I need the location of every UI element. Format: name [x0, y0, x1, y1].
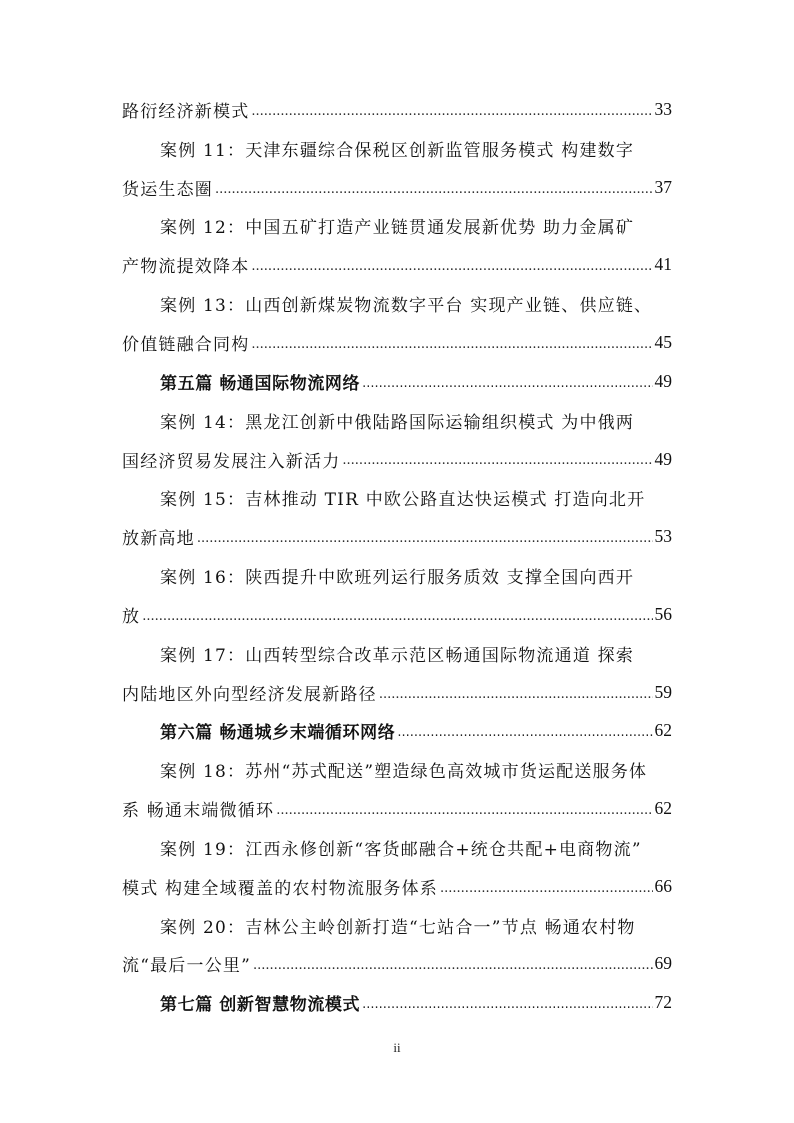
- toc-page-number: 72: [654, 992, 672, 1013]
- toc-page-number: 41: [654, 254, 672, 275]
- toc-entry-continuation-line: [122, 673, 672, 712]
- toc-entry-text: 内陆地区外向型经济发展新路径: [122, 684, 377, 705]
- toc-entry-continuation-line: [122, 323, 672, 362]
- toc-entry-continuation-line: [122, 245, 672, 284]
- toc-entry-text: 案例 13：山西创新煤炭物流数字平台 实现产业链、供应链、: [160, 296, 653, 317]
- toc-entry-text: 案例 11：天津东疆综合保税区创新监管服务模式 构建数字: [160, 140, 635, 161]
- dot-leader: [251, 337, 652, 362]
- toc-entry-continuation-line: [122, 867, 672, 906]
- toc-entry-text: 案例 14：黑龙江创新中俄陆路国际运输组织模式 为中俄两: [160, 412, 635, 433]
- toc-entry-text: 案例 16：陕西提升中欧班列运行服务质效 支撑全国向西开: [160, 568, 635, 589]
- dot-leader: [440, 881, 652, 906]
- toc-entry-heading-line: [122, 556, 672, 595]
- toc-entry-heading-line: [122, 207, 672, 246]
- page-number: ii: [393, 1040, 401, 1055]
- toc-page-number: 59: [654, 681, 672, 702]
- toc-page-number: 49: [654, 370, 672, 391]
- toc-entry-continuation-line: [122, 440, 672, 479]
- toc-entry-text: 案例 19：江西永修创新“客货邮融合+统仓共配+电商物流”: [160, 839, 642, 860]
- dot-leader: [215, 182, 653, 207]
- toc-entry-text: 货运生态圈: [122, 179, 213, 200]
- dot-leader: [276, 803, 652, 828]
- toc-entry-text: 路衍经济新模式: [122, 101, 250, 122]
- dot-leader: [342, 453, 652, 478]
- toc-page-number: 49: [654, 448, 672, 469]
- dot-leader: [362, 997, 652, 1022]
- toc-entry-text: 产物流提效降本: [122, 257, 250, 278]
- toc-entry-text: 放: [122, 606, 141, 627]
- toc-entry-continuation-line: [122, 517, 672, 556]
- dot-leader: [397, 725, 652, 750]
- toc-entry-text: 第六篇 畅通城乡末端循环网络: [160, 723, 396, 744]
- toc-entry-text: 第五篇 畅通国际物流网络: [160, 373, 361, 394]
- toc-page-number: 45: [654, 331, 672, 352]
- toc-entry-text: 国经济贸易发展注入新活力: [122, 451, 341, 472]
- toc-entry-text: 案例 18：苏州“苏式配送”塑造绿色高效城市货运配送服务体: [160, 762, 648, 783]
- toc-section-heading: [122, 983, 672, 1022]
- toc-entry-continuation-line: [122, 789, 672, 828]
- toc-entry-text: 系 畅通末端微循环: [122, 801, 275, 822]
- table-of-contents: [122, 90, 672, 1022]
- dot-leader: [197, 531, 653, 556]
- toc-page-number: 69: [654, 953, 672, 974]
- toc-page-number: 66: [654, 875, 672, 896]
- toc-entry-heading-line: [122, 750, 672, 789]
- toc-entry-text: 流“最后一公里”: [122, 956, 251, 977]
- toc-entry-text: 案例 12：中国五矿打造产业链贯通发展新优势 助力金属矿: [160, 218, 635, 239]
- toc-entry-heading-line: [122, 478, 672, 517]
- toc-section-heading: [122, 362, 672, 401]
- dot-leader: [253, 958, 653, 983]
- toc-entry-heading-line: [122, 129, 672, 168]
- toc-entry-text: 价值链融合同构: [122, 334, 250, 355]
- dot-leader: [379, 687, 653, 712]
- toc-entry-text: 放新高地: [122, 529, 195, 550]
- toc-entry-heading-line: [122, 906, 672, 945]
- toc-entry-heading-line: [122, 828, 672, 867]
- toc-page-number: 53: [654, 526, 672, 547]
- toc-page-number: 62: [654, 798, 672, 819]
- toc-entry-continuation-line: [122, 945, 672, 984]
- toc-entry-continuation-line: [122, 595, 672, 634]
- toc-entry-text: 案例 15：吉林推动 TIR 中欧公路直达快运模式 打造向北开: [160, 490, 646, 511]
- toc-entry-text: 案例 20：吉林公主岭创新打造“七站合一”节点 畅通农村物: [160, 917, 636, 938]
- toc-entry-heading-line: [122, 284, 672, 323]
- toc-entry-text: 模式 构建全域覆盖的农村物流服务体系: [122, 878, 439, 899]
- toc-entry-heading-line: [122, 401, 672, 440]
- dot-leader: [251, 104, 652, 129]
- toc-section-heading: [122, 712, 672, 751]
- toc-entry-text: 第七篇 创新智慧物流模式: [160, 995, 361, 1016]
- toc-entry-continuation-line: [122, 168, 672, 207]
- dot-leader: [362, 376, 652, 401]
- toc-entry-heading-line: [122, 634, 672, 673]
- toc-entry-continuation-line: [122, 90, 672, 129]
- toc-entry-text: 案例 17：山西转型综合改革示范区畅通国际物流通道 探索: [160, 645, 635, 666]
- toc-page-number: 33: [654, 98, 672, 119]
- toc-page-number: 62: [654, 720, 672, 741]
- dot-leader: [251, 259, 652, 284]
- toc-page-number: 56: [654, 603, 672, 624]
- toc-page-number: 37: [654, 176, 672, 197]
- dot-leader: [142, 609, 652, 634]
